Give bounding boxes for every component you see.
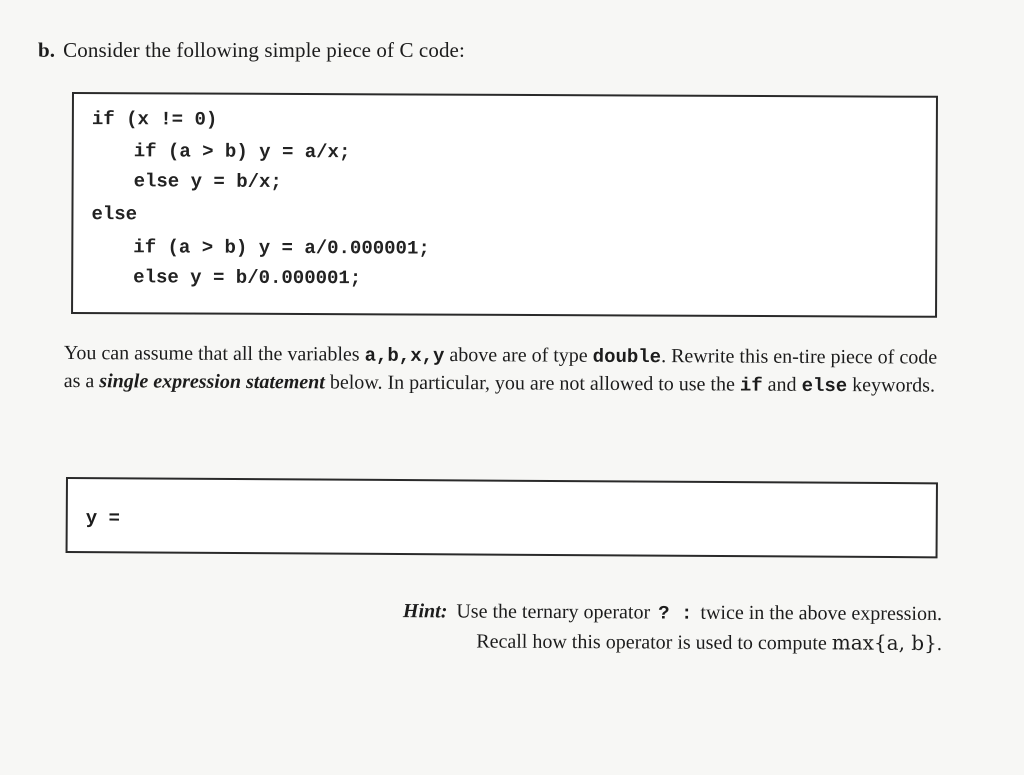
question-text: Consider the following simple piece of C code:	[63, 38, 465, 62]
para-text: You can assume that all the variables	[63, 341, 365, 366]
if-keyword: if	[739, 374, 763, 397]
emphasis-text: single expression statement	[99, 370, 325, 394]
hint-block	[403, 597, 942, 658]
type-keyword: double	[592, 345, 662, 369]
hint-text: Recall how this operator is used to compute	[476, 630, 832, 655]
code-line: if (a > b) y = a/0.000001;	[133, 236, 430, 260]
code-line: if (x != 0)	[91, 108, 218, 131]
instructions-paragraph	[64, 340, 948, 401]
code-line: else	[91, 203, 138, 226]
variable-list: a,b,x,y	[364, 344, 445, 367]
question-label: b.	[38, 38, 56, 62]
para-text: below. In particular, you are not allowed to use the	[324, 371, 740, 396]
para-text: above are of type	[444, 343, 593, 367]
answer-label: y =	[85, 507, 121, 530]
hint-label: Hint:	[402, 600, 448, 623]
para-text: keywords.	[847, 374, 936, 397]
code-line: else y = b/x;	[133, 170, 282, 193]
else-keyword: else	[801, 374, 848, 398]
para-text: and	[762, 373, 802, 396]
hint-text: .	[936, 632, 942, 655]
hint-line-1	[403, 597, 942, 629]
answer-box	[66, 477, 938, 558]
code-line: if (a > b) y = a/x;	[133, 140, 351, 164]
para-text: . Rewrite this en-tire piece of code as a	[63, 345, 938, 393]
hint-text: Use the ternary operator	[456, 600, 651, 624]
max-expression: max{a, b}	[831, 630, 937, 655]
code-line: else y = b/0.000001;	[133, 266, 362, 290]
hint-line-2	[403, 626, 942, 658]
code-block	[71, 92, 938, 318]
question-heading	[38, 38, 465, 63]
answer-input[interactable]	[138, 497, 922, 542]
ternary-operator: ? :	[658, 602, 693, 625]
hint-text: twice in the above expression.	[700, 601, 942, 625]
